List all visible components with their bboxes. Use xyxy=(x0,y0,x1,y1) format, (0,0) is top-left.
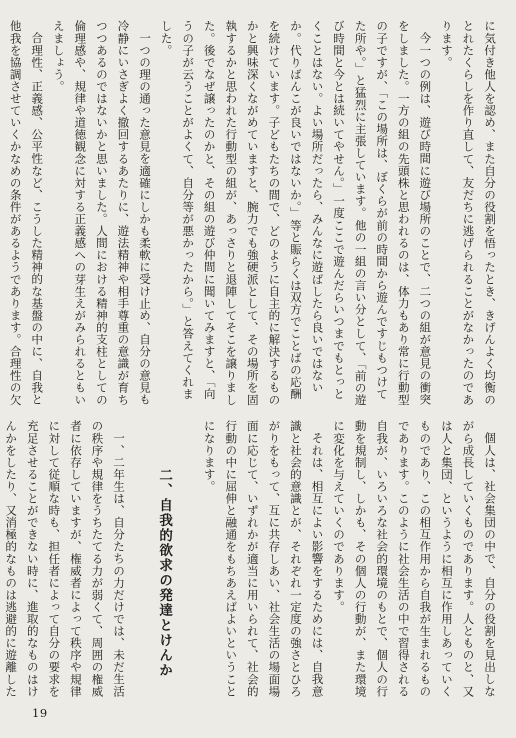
paragraph: 個人は、社会集団の中で、自分の役割を見出しながら成長していくものであります。人とものと、又は人と集団、というように相互に作用しあっていくものであり、この相互作用から自我が生まれるものであります。このように社会生活の中で習得される自我が、いろいろな社会的環境のもとで、個人の行動を規制し、しかも、その個人の行動が、また環境に変化を与えていくのであります。 xyxy=(332,420,497,698)
paragraph: 合理性、正義感、公平性など、こうした精神的な基盤の中に、自我と他我を協調させていくかなめの条件があるようであります。合理性の欠 xyxy=(8,20,45,406)
page-number: 19 xyxy=(32,706,48,720)
paragraph: に気付き他人を認め、また自分の役割を悟ったとき、きげんよく均衡のとれたくらしを作り直して、友だちに逃げられることがなかったのであります。 xyxy=(439,20,497,406)
paragraph: 一つの理の通った意見を適確にしかも柔軟に受け止め、自分の意見も冷静にいさぎよく撤回するあたりに、遊法精神や相手尊重の意識が育ちつつあるのではないかと思いました。人間における精神的支柱としての倫理感や、規律や道徳観念に対する正義感への芽生えがみられるともいえましょう。 xyxy=(51,20,152,406)
lower-text-block xyxy=(4,420,500,706)
paragraph: 今一つの例は、遊び時間に遊び場所のことで、二つの組が意見の衝突をしました。一方の組の先頭株と思われるのは、体力もあり常に行動型の子ですが、「この場所は、ぼくらが前の時間から遊んですじもつけてた所や。」と猛烈に主張しています。他の一組の言い分として、「前の遊び時間と今とは続いてやせん。」一度ここで遊んだらいつまでもとっとくことはない。よい場所だったら、みんなに遊ばしたら良いではないか。代りばんこが良いではないか。」等と賑らくは双方でことばの応酬を続けています。子どもたちの間で、どのように自主的に解決するものかと興味深くながめていますと、腕力でも強硬派として、その場所を固執するかと思われた行動型の組が、あっさりと退陣してそこを譲りました。後でなぜ譲ったのかと、その組の遊び仲間に聞いてみますと、「向うの子が云うことがよくて、自分等が悪かったから。」と答えてくれました。 xyxy=(159,20,433,407)
upper-text-block xyxy=(8,20,500,408)
section-heading: 二、自我的欲求の発達とけんか xyxy=(156,468,173,678)
block-separator xyxy=(22,412,500,413)
paragraph: 一、二年生は、自分たちの力だけでは、未だ生活の秩序や規律をうちたてる力が弱くて、周囲の権威者に依存していますが、権威者によって秩序や規律に対して従順な時も、担任者によって自分の要求を充足させることができない時に、進取的なものはけんかをしたり、又消極的なものは逃避的に遊離した xyxy=(4,420,127,698)
paragraph: それは、相互によい影響をするためには、自我意識と社会的意識とが、それぞれ一定度の強さとひろがりをもって、互に共存しあい、社会生活の場面場面に応じて、いずれかが適当に用いられて、社会的行動の中に屈伸と融通をもちあえばよいということになります。 xyxy=(202,420,325,698)
